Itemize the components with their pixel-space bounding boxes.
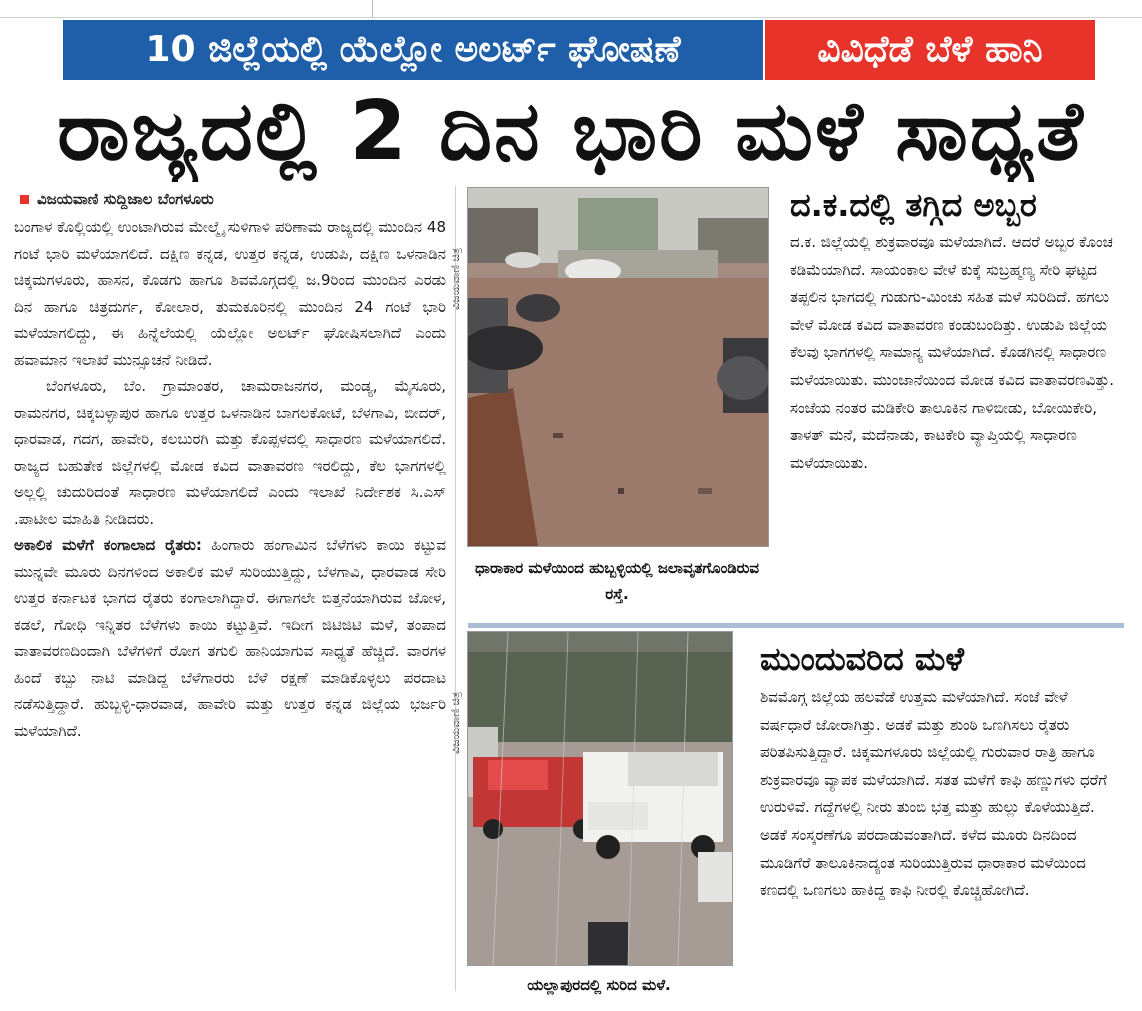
main-story-paragraph-1: ಬಂಗಾಳ ಕೊಲ್ಲಿಯಲ್ಲಿ ಉಂಟಾಗಿರುವ ಮೇಲ್ಮೈ ಸುಳಿಗಾಳಿ ಪರಿಣಾಮ ರಾಜ್ಯದಲ್ಲಿ ಮುಂದಿನ 48 ಗಂಟೆ ಭಾರಿ ಮಳೆಯಾಗಲಿದೆ. ದಕ್ಷಿಣ ಕನ್ನಡ, ಉತ್ತರ ಕನ್ನಡ, ಉಡುಪಿ, ದಕ್ಷಿಣ ಒಳನಾಡಿನ ಚಿಕ್ಕಮಗಳೂರು, ಹಾಸನ, ಕೊಡಗು ಹಾಗೂ ಶಿವಮೊಗ್ಗದಲ್ಲಿ ಜ.9ರಿಂದ ಮುಂದಿನ ಎರಡು ದಿನ ಹಾಗೂ ಚಿತ್ರದುರ್ಗ, ಕೋಲಾರ, ತುಮಕೂರಿನಲ್ಲಿ ಮುಂದಿನ 24 ಗಂಟೆ ಭಾರಿ ಮಳೆಯಾಗಲಿದ್ದು, ಈ ಹಿನ್ನೆಲೆಯಲ್ಲಿ ಯೆಲ್ಲೋ ಅಲರ್ಟ್ ಘೋಷಿಸಲಾಗಿದೆ ಎಂದು ಹವಾಮಾನ ಇಲಾಖೆ ಮುನ್ಸೂಚನೆ ನೀಡಿದೆ. xyxy=(14,218,446,369)
photo-yellapur-rain xyxy=(467,631,733,966)
byline xyxy=(20,190,214,208)
byline-text: ವಿಜಯವಾಣಿ ಸುದ್ದಿಜಾಲ ಬೆಂಗಳೂರು xyxy=(37,190,214,208)
photo2-caption: ಯಲ್ಲಾಪುರದಲ್ಲಿ ಸುರಿದ ಮಳೆ. xyxy=(527,976,671,994)
continue-story-body xyxy=(760,684,1122,905)
main-story-paragraph-2: ಬೆಂಗಳೂರು, ಬೆಂ. ಗ್ರಾಮಾಂತರ, ಚಾಮರಾಜನಗರ, ಮಂಡ್ಯ, ಮೈಸೂರು, ರಾಮನಗರ, ಚಿಕ್ಕಬಳ್ಳಾಪುರ ಹಾಗೂ ಉತ್ತರ ಒಳನಾಡಿನ ಬಾಗಲಕೋಟೆ, ಬೆಳಗಾವಿ, ಬೀದರ್, ಧಾರವಾಡ, ಗದಗ, ಹಾವೇರಿ, ಕಲಬುರಗಿ ಮತ್ತು ಕೊಪ್ಪಳದಲ್ಲಿ ಸಾಧಾರಣ ಮಳೆಯಾಗಲಿದೆ. ರಾಜ್ಯದ ಬಹುತೇಕ ಜಿಲ್ಲೆಗಳಲ್ಲಿ ಮೋಡ ಕವಿದ ವಾತಾವರಣ ಇರಲಿದ್ದು, ಕೆಲ ಭಾಗಗಳಲ್ಲಿ ಅಲ್ಲಲ್ಲಿ ಚುದುರಿದಂತೆ ಸಾಧಾರಣ ಮಳೆಯಾಗಲಿದೆ ಎಂದು ಇಲಾಖೆ ನಿರ್ದೇಶಕ ಸಿ.ಎಸ್ .ಪಾಟೀಲ ಮಾಹಿತಿ ನೀಡಿದರು. xyxy=(14,377,446,528)
page-top-rule xyxy=(0,17,1142,18)
dk-story-text: ದ.ಕ. ಜಿಲ್ಲೆಯಲ್ಲಿ ಶುಕ್ರವಾರವೂ ಮಳೆಯಾಗಿದೆ. ಆದರೆ ಅಬ್ಬರ ಕೊಂಚ ಕಡಿಮೆಯಾಗಿದೆ. ಸಾಯಂಕಾಲ ವೇಳೆ ಕುಕ್ಕೆ ಸುಬ್ರಹ್ಮಣ್ಯ ಸೇರಿ ಘಟ್ಟದ ತಪ್ಪಲಿನ ಭಾಗದಲ್ಲಿ ಗುಡುಗು-ಮಿಂಚು ಸಹಿತ ಮಳೆ ಸುರಿದಿದೆ. ಹಗಲು ವೇಳೆ ಮೋಡ ಕವಿದ ವಾತಾವರಣ ಕಂಡುಬಂದಿತ್ತು. ಉಡುಪಿ ಜಿಲ್ಲೆಯ ಕೆಲವು ಭಾಗಗಳಲ್ಲಿ ಸಾಮಾನ್ಯ ಮಳೆಯಾಗಿದೆ. ಕೊಡಗಿನಲ್ಲಿ ಸಾಧಾರಣ ಮಳೆಯಾಯಿತು. ಮುಂಜಾನೆಯಿಂದ ಮೋಡ ಕವಿದ ವಾತಾವರಣವಿತ್ತು. ಸಂಜೆಯ ನಂತರ ಮಡಿಕೇರಿ ತಾಲೂಕಿನ ಗಾಳಿಬೀಡು, ಬೋಯಿಕೇರಿ, ತಾಳತ್ ಮನೆ, ಮದೆನಾಡು, ಕಾಟಕೇರಿ ವ್ಯಾಪ್ತಿಯಲ್ಲಿ ಸಾಧಾರಣ ಮಳೆಯಾಯಿತು. xyxy=(790,233,1115,472)
continue-story-text: ಶಿವಮೊಗ್ಗ ಜಿಲ್ಲೆಯ ಹಲವೆಡೆ ಉತ್ತಮ ಮಳೆಯಾಗಿದೆ. ಸಂಜೆ ವೇಳೆ ವರ್ಷಧಾರೆ ಜೋರಾಗಿತ್ತು. ಅಡಕೆ ಮತ್ತು ಶುಂಠಿ ಒಣಗಿಸಲು ರೈತರು ಪರಿತಪಿಸುತ್ತಿದ್ದಾರೆ. ಚಿಕ್ಕಮಗಳೂರು ಜಿಲ್ಲೆಯಲ್ಲಿ ಗುರುವಾರ ರಾತ್ರಿ ಹಾಗೂ ಶುಕ್ರವಾರವೂ ವ್ಯಾಪಕ ಮಳೆಯಾಗಿದೆ. ಸತತ ಮಳೆಗೆ ಕಾಫಿ ಹಣ್ಣುಗಳು ಧರೆಗೆ ಉರುಳಿವೆ. ಗದ್ದೆಗಳಲ್ಲಿ ನೀರು ತುಂಬಿ ಭತ್ತ ಮತ್ತು ಹುಲ್ಲು ಕೊಳೆಯುತ್ತಿದೆ. ಅಡಕೆ ಸಂಸ್ಕರಣೆಗೂ ಪರದಾಡುವಂತಾಗಿದೆ. ಕಳೆದ ಮೂರು ದಿನದಿಂದ ಮೂಡಿಗೆರೆ ತಾಲೂಕಿನಾದ್ಯಂತ ಸುರಿಯುತ್ತಿರುವ ಧಾರಾಕಾರ ಮಳೆಯಿಂದ ಕಣದಲ್ಲಿ ಒಣಗಲು ಹಾಕಿದ್ದ ಕಾಫಿ ನೀರಲ್ಲಿ ಕೊಚ್ಚಿಹೋಗಿದೆ. xyxy=(760,688,1107,900)
main-story-paragraph-3 xyxy=(14,532,446,744)
flooded-road-illustration xyxy=(468,188,768,546)
section-divider xyxy=(468,623,1124,628)
byline-marker-icon xyxy=(20,195,29,204)
yellapur-rain-illustration xyxy=(468,632,732,965)
main-story-body xyxy=(14,214,446,744)
dk-story-title: ದ.ಕ.ದಲ್ಲಿ ತಗ್ಗಿದ ಅಬ್ಬರ xyxy=(790,186,1037,224)
photo1-credit: ವಿಜಯವಾಣಿ ಚಿತ್ರ xyxy=(449,247,462,310)
kicker-banner-yellow-alert: 10 ಜಿಲ್ಲೆಯಲ್ಲಿ ಯೆಲ್ಲೋ ಅಲರ್ಟ್ ಘೋಷಣೆ xyxy=(63,20,763,80)
farmers-subhead: ಅಕಾಲಿಕ ಮಳೆಗೆ ಕಂಗಾಲಾದ ರೈತರು: xyxy=(14,536,202,554)
photo-flooded-road xyxy=(467,187,769,547)
continue-story-title: ಮುಂದುವರಿದ ಮಳೆ xyxy=(760,640,964,678)
dk-story-body xyxy=(790,229,1120,477)
photo2-credit: ವಿಜಯವಾಣಿ ಚಿತ್ರ xyxy=(449,691,462,754)
farmers-paragraph: ಹಿಂಗಾರು ಹಂಗಾಮಿನ ಬೆಳೆಗಳು ಕಾಯಿ ಕಟ್ಟುವ ಮುನ್ನವೇ ಮೂರು ದಿನಗಳಿಂದ ಅಕಾಲಿಕ ಮಳೆ ಸುರಿಯುತ್ತಿದ್ದು, ಬೆಳಗಾವಿ, ಧಾರವಾಡ ಸೇರಿ ಉತ್ತರ ಕರ್ನಾಟಕ ಭಾಗದ ರೈತರು ಕಂಗಾಲಾಗಿದ್ದಾರೆ. ಈಗಾಗಲೇ ಬಿತ್ತನೆಯಾಗಿರುವ ಜೋಳ, ಕಡಲೆ, ಗೋಧಿ ಇನ್ನಿತರ ಬೆಳೆಗಳು ಕಾಯಿ ಕಟ್ಟುತ್ತಿವೆ. ಇದೀಗ ಜಿಟಿಜಿಟಿ ಮಳೆ, ತಂಪಾದ ವಾತಾವರಣದಿಂದಾಗಿ ಬೆಳೆಗಳಿಗೆ ರೋಗ ತಗುಲಿ ಹಾನಿಯಾಗುವ ಸಾಧ್ಯತೆ ಹೆಚ್ಚಿದೆ. ವಾರಗಳ ಹಿಂದೆ ಕಬ್ಬು ನಾಟಿ ಮಾಡಿದ್ದ ಬೆಳೆಗಾರರು ಬೆಳೆ ರಕ್ಷಣೆ ಮಾಡಿಕೊಳ್ಳಲು ಪರದಾಟ ನಡೆಸುತ್ತಿದ್ದಾರೆ. ಹುಬ್ಬಳ್ಳಿ-ಧಾರವಾಡ, ಹಾವೇರಿ ಮತ್ತು ಉತ್ತರ ಕನ್ನಡ ಜಿಲ್ಲೆಯ ಭರ್ಜರಿ ಮಳೆಯಾಗಿದೆ. xyxy=(14,536,447,740)
kicker-banner-crop-loss: ವಿವಿಧೆಡೆ ಬೆಳೆ ಹಾನಿ xyxy=(765,20,1095,80)
main-headline: ರಾಜ್ಯದಲ್ಲಿ 2 ದಿನ ಭಾರಿ ಮಳೆ ಸಾಧ್ಯತೆ xyxy=(57,84,1085,179)
photo1-caption: ಧಾರಾಕಾರ ಮಳೆಯಿಂದ ಹುಬ್ಬಳ್ಳಿಯಲ್ಲಿ ಜಲಾವೃತಗೊಂಡಿರುವ ರಸ್ತೆ. xyxy=(474,559,760,603)
page-top-tick xyxy=(372,0,373,17)
